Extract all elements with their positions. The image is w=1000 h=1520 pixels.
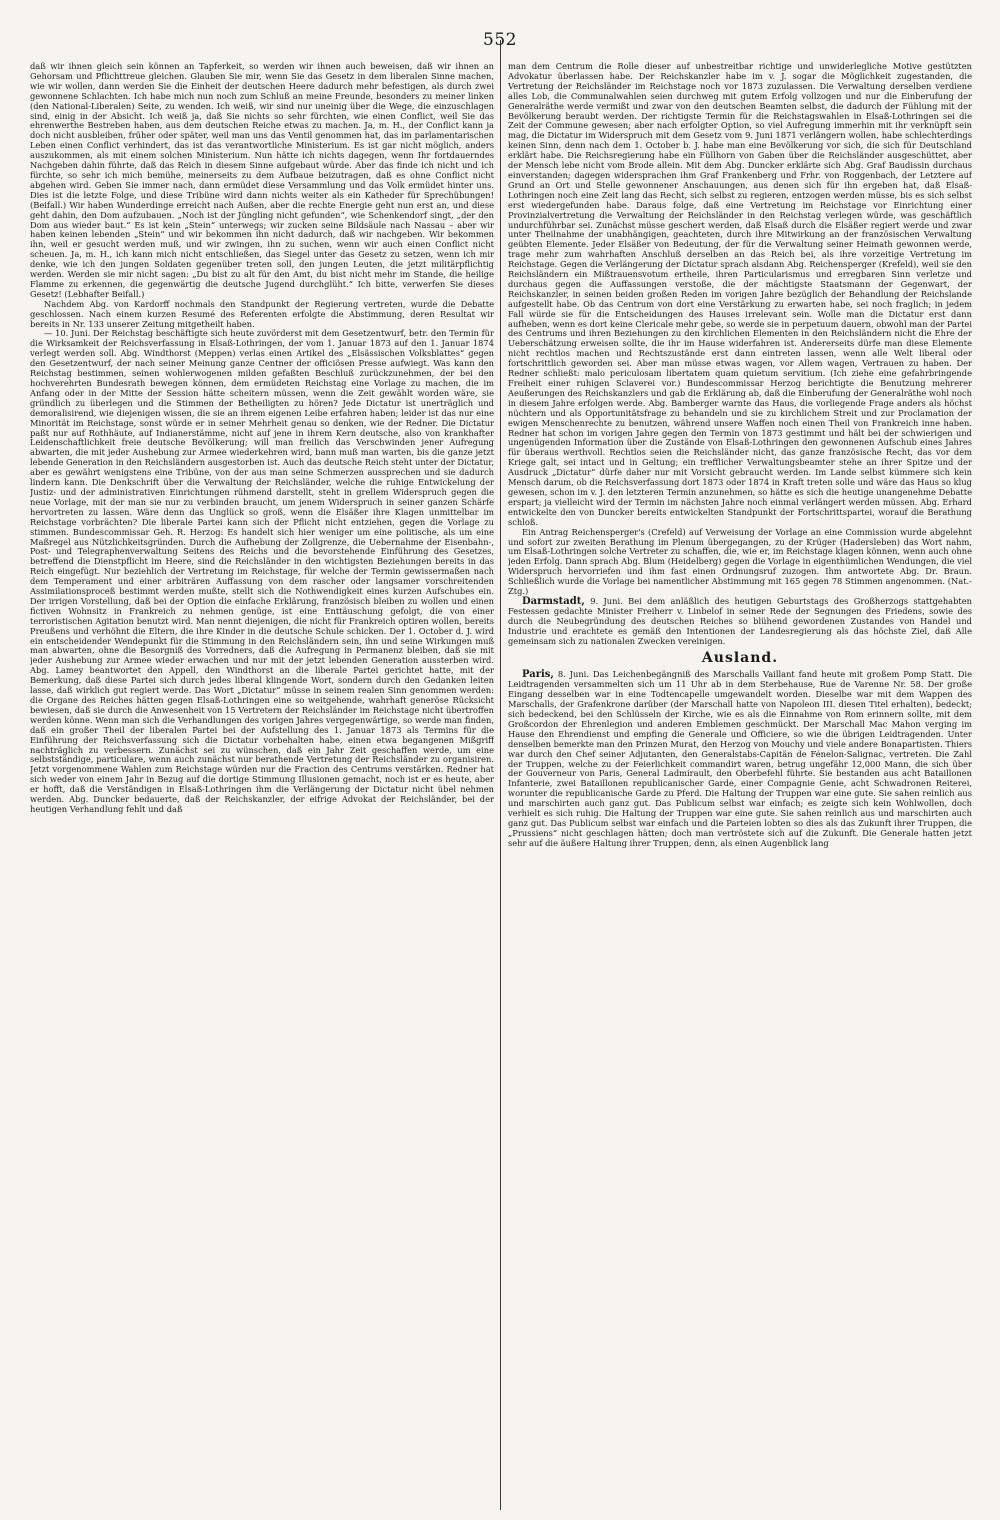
paris-text: 8. Juni. Das Leichenbegängniß des Marschalls Vaillant fand heute mit großem Pomp Statt. Die Leidtragenden versammelten sich um 11 Uhr ab in dem Sterbehause, Rue de Varenne Nr. 58. Der große Eingang desselben war in eine Todtencapelle umgewandelt worden. Dieselbe war mit dem Wappen des Marschalls, der Grafenkrone darüber (der Marschall hatte von Napoleon III. diesen Titel erhalten), bedeckt; sich bedeckend, bei den Schlüsseln der Kirche, wie es als die Einnahme von Rom erinnern sollte, mit dem Großcordon der Ehrenlegion und anderen Emblemen geschmückt. Der Marschall Mac Mahon verging im Hause den Ehrendienst und empfing die Generale und Officiere, so wie die übrigen Leidtragenden. Unter denselben bemerkte man den Prinzen Murat, den Herzog von Mouchy und viele andere Bonapartisten. Thiers war durch den Chef seiner Adjutanten, den Generalstabs-Capitän de Fénelon-Salignac, vertreten. Die Zahl der Truppen, welche zu der Feierlichkeit commandirt waren, betrug ungefähr 12,000 Mann, die sich über der Gouverneur von Paris, General Ladmirault, den Oberbefehl führte. Sie bestanden aus acht Bataillonen Infanterie, zwei Bataillonen republicanischer Garde, einer Compagnie Genie, acht Schwadronen Reiterei, worunter die republicanische Garde zu Pferd. Die Haltung der Truppen war eine gute. Sie sahen reinlich aus und marschirten auch ganz gut. Das Publicum selbst war einfach; es zeigte sich kein Wohlwollen, doch verhielt es sich ruhig. Die Haltung der Truppen war eine gute. Sie sahen reinlich aus und marschirten auch ganz gut. Das Publicum selbst war einfach und die Parteien lobten so dies als das Zukunft ihrer Truppen, die „Prussiens“ nicht geschlagen hätten; doch man vertröstete sich auf die Zukunft. Die Generale hatten jetzt sehr auf die äußere Haltung ihrer Truppen, denn, als einen Augenblick lang xyxy=(508,669,972,848)
darmstadt-paragraph xyxy=(508,597,972,647)
right-paragraph-2: Ein Antrag Reichensperger's (Crefeld) auf Verweisung der Vorlage an eine Commission wurde abgelehnt und sofort zur zweiten Berathung im Plenum übergegangen, zu der Krüger (Hadersleben) das Wort nahm, um Elsaß-Lothringen solche Vertreter zu schaffen, die, wie er, im Reichstage klagen können, wenn auch ohne jeden Erfolg. Dann sprach Abg. Blum (Heidelberg) gegen die Vorlage in eigenthümlichen Wendungen, die viel Widerspruch hervorriefen und ihm fast einen Ordnungsruf zuzogen. Ihm antwortete Abg. Dr. Braun. Schließlich wurde die Vorlage bei namentlicher Abstimmung mit 165 gegen 78 Stimmen angenommen. (Nat.-Ztg.) xyxy=(508,526,972,597)
left-paragraph-2: Nachdem Abg. von Kardorff nochmals den Standpunkt der Regierung vertreten, wurde die Debatte geschlossen. Nach einem kurzen Resumé des Referenten erfolgte die Abstimmung, deren Resultat wir bereits in Nr. 133 unserer Zeitung mitgetheilt haben. xyxy=(30,298,494,329)
left-paragraph-3: — 10. Juni. Der Reichstag beschäftigte sich heute zuvörderst mit dem Gesetzentwurf, betr. den Termin für die Wirksamkeit der Reichsverfassung in Elsaß-Lothringen, der vom 1. Januar 1873 auf den 1. Januar 1874 verlegt werden soll. Abg. Windthorst (Meppen) verlas einen Artikel des „Elsässischen Volksblattes“ gegen den Gesetzentwurf, der nach seiner Meinung ganze Centner der officiösen Presse aufwiegt. Was kann den Reichstag bestimmen, seinen wohlerwogenen milden gefaßten Beschluß zurückzunehmen, der bei den hochverehrten Bundesrath bewegen können, dem ermüdeten Reichstag eine Vorlage zu machen, die im Anfang oder in der Mitte der Session hätte scheitern müssen, wenn die Zeit gewählt worden wäre, sie gründlich zu überlegen und die Stimmen der Betheiligten zu hören? Jede Dictatur ist unerträglich und demoralisirend, wie diejenigen wissen, die sie an ihrem eigenen Leibe erfahren haben; leider ist das nur eine Minorität im Reichstage, sonst würde er in seiner Mehrheit genau so denken, wie der Redner. Die Dictatur paßt nur auf Rothhäute, auf Indianerstämme, nicht auf jene in ihrem Kern deutsche, also von krankhafter Leidenschaftlichkeit freie deutsche Bevölkerung; will man freilich das Verschwinden jener Aufregung abwarten, die mit jeder Aushebung zur Armee wiederkehren wird, bann muß man warten, bis die ganze jetzt lebende Generation in den Reichsländern ausgestorben ist. Auch das deutsche Reich steht unter der Dictatur, aber es gewährt wenigstens eine Tribüne, von der aus man seine Schmerzen aussprechen und sie dadurch lindern kann. Die Denkschrift über die Verwaltung der Reichsländer, welche die ruhige Entwickelung der Justiz- und der administrativen Einrichtungen rühmend darstellt, steht in grellem Widerspruch gegen die neue Vorlage, mit der man sie nur zu verbinden braucht, um jenem Widerspruch in seiner ganzen Schärfe hervortreten zu lassen. Wäre denn das Unglück so groß, wenn die Elsäßer ihre Klagen unmittelbar im Reichstage vorbrächten? Die liberale Partei kann sich der Pflicht nicht entziehen, gegen die Vorlage zu stimmen. Bundescommissar Geh. R. Herzog: Es handelt sich hier weniger um eine politische, als um eine Maßregel aus Nützlichkeitsgründen. Durch die Aufhebung der Zollgrenze, die Uebernahme der Eisenbahn-, Post- und Telegraphenverwaltung Seitens des Reichs und die bevorstehende Einführung des Gesetzes, betreffend die Dienstpflicht im Heere, sind die Reichsländer in den wichtigsten Beziehungen bereits in das Reich eingefügt. Nur beziehlich der Vertretung im Reichstage, für welche der Termin gewissermaßen nach dem Temperament und einer arbiträren Auffassung von dem rascher oder langsamer vorschreitenden Assimilationsproceß bestimmt werden mußte, stellt sich die Nothwendigkeit eines kurzen Aufschubes ein. Der irrigen Vorstellung, daß bei der Option die einfache Erklärung, französisch bleiben zu wollen und einen fictiven Wohnsitz in Frankreich zu nehmen genüge, ist eine Enttäuschung gefolgt, die von einer terroristischen Agitation benutzt wird. Man nennt diejenigen, die nicht für Frankreich optiren wollen, bereits Preußens und verhöhnt die Eltern, die ihre Kinder in die deutsche Schule schicken. Der 1. October d. J. wird ein entscheidender Wendepunkt für die Stimmung in den Reichsländern sein, ihn und seine Wirkungen muß man abwarten, ohne die Besorgniß des Vorredners, daß die Aufregung in Permanenz bleiben, daß sie mit jeder Aushebung zur Armee wieder erwachen und nur mit der jetzt lebenden Generation aussterben wird. Abg. Lamey beantwortet den Appell, den Windthorst an die liberale Partei gerichtet hatte, mit der Bemerkung, daß diese Partei sich durch jedes liberal klingende Wort, sondern durch den Gedanken leiten lasse, daß wirklich gut regiert werde. Das Wort „Dictatur“ müsse in seinem realen Sinn genommen werden: die Organe des Reiches hätten gegen Elsaß-Lothringen eine so weitgehende, wahrhaft generöse Rücksicht bewiesen, daß sie durch die Anwesenheit von 15 Vertretern der Reichsländer im Reichstage nicht übertroffen werden könne. Wenn man sich die Verhandlungen des vorigen Jahres vergegenwärtige, so werde man finden, daß ein großer Theil der liberalen Partei bei der Aufstellung des 1. Januar 1873 als Termins für die Einführung der Reichsverfassung sich die Dictatur vorbehalten habe, einen etwa begangenen Mißgriff nachträglich zu verbessern. Zunächst sei zu wünschen, daß ein Jahr Zeit geschaffen werde, um eine selbstständige, particulare, wenn auch zunächst nur berathende Vertretung der Reichsländer zu organisiren. Jetzt vorgenommene Wahlen zum Reichstage würden nur die Fraction des Centrums verstärken. Redner hat sich weder von einem Jahr in Bezug auf die dortige Stimmung Illusionen gemacht, noch ist er es heute, aber er hofft, daß die Verständigen in Elsaß-Lothringen ihm die Verlängerung der Dictatur nicht übel nehmen werden. Abg. Duncker bedauerte, daß der Reichskanzler, der eifrige Advokat der Reichsländer, bei der heutigen Verhandlung fehlt und daß xyxy=(30,328,494,814)
page-number: 552 xyxy=(483,30,517,50)
section-heading-ausland: Ausland. xyxy=(701,650,779,667)
paris-paragraph xyxy=(508,670,972,848)
right-paragraph-1: man dem Centrum die Rolle dieser auf unbestreitbar richtige und unwiderlegliche Motive gestützten Advokatur überlassen habe. Der Reichskanzler habe im v. J. sogar die Möglichkeit zugestanden, die Vertretung der Reichsländer im Reichstage noch vor 1873 zuzulassen. Die Verwaltung derselben verdiene alles Lob, die Communalwahlen seien durchweg mit gutem Erfolg vollzogen und nur die Einberufung der Generalräthe werde vermißt und zwar von den deutschen Beamten selbst, die dadurch der Fühlung mit der Bevölkerung beraubt werden. Der richtigste Termin für die Reichstagswahlen in Elsaß-Lothringen sei die Zeit der Commune gewesen; aber nach erfolgter Option, so viel Aufregung immerhin mit ihr verknüpft sein mag, die Dictatur im Widerspruch mit dem Gesetz vom 9. Juni 1871 verlängern wollen, habe schlechterdings keinen Sinn, denn nach dem 1. October b. J. habe man eine Bevölkerung vor sich, die sich für Deutschland erklärt habe. Die Reichsregierung habe ein Füllhorn von Gaben über die Reichsländer ausgeschüttet, aber der Mensch lebe nicht vom Brode allein. Mit dem Abg. Duncker erklärte sich Abg. Graf Baudissin durchaus einverstanden; dagegen widersprachen ihm Graf Frankenberg und Frhr. von Roggenbach, der Letztere auf Grund an Ort und Stelle gewonnener Anschauungen, aus denen sich für ihn ergeben hat, daß Elsaß-Lothringen noch eine Zeit lang das Recht, sich selbst zu regieren, entzogen werden müsse, bis es sich selbst erst wiedergefunden habe. Daraus folge, daß eine Vertretung im Reichstage vor Einrichtung einer Provinzialvertretung die Verwaltung der Reichsländer in den Reichstag verlegen würde, was geschäftlich undurchführbar sei. Zunächst müsse geschert werden, daß Elsaß durch die Elsäßer regiert werde und zwar unter Theilnahme der unabhängigen, geachteten, durch ihre Mitwirkung an der französischen Verwaltung geübten Elemente. Jeder Elsäßer von Bedeutung, der für die Verwaltung seiner Heimath gewonnen werde, trage mehr zum wahrhaften Anschluß derselben an das Reich bei, als ihre vorzeitige Vertretung im Reichstage. Gegen die Verlängerung der Dictatur sprach alsdann Abg. Reichensperger (Krefeld), weil sie den Reichsländern ein Mißtrauensvotum ertheile, ihren Particularismus und erregbaren Sinn verletze und durchaus gegen die Auffassungen verstoße, die der mächtigste Staatsmann der Gegenwart, der Reichskanzler, in seinen beiden großen Reden im vorigen Jahre bezüglich der Behandlung der Reichslande aufgestellt habe. Ob das Centrum von dort eine Verstärkung zu erwarten habe, sei noch fraglich; in jedem Fall würde sie für die Entscheidungen des Hauses irrelevant sein. Wolle man die Dictatur erst dann aufheben, wenn es dort keine Clericale mehr gebe, so werde sie in perpetuum dauern, obwohl man der Partei des Centrums und ihren Beziehungen zu den kirchlichen Elementen in den Reichsländern nicht die Ehre der Ueberschätzung erweisen sollte, die ihr im Hause widerfahren ist. Andererseits dürfe man diese Elemente nicht rechtlos machen und Rechtszustände erst dann eintreten lassen, wenn alle Welt liberal oder fortschrittlich geworden sei. Aber man müsse etwas wagen, vor Allem wagen, Vertrauen zu haben. Der Redner schließt: malo periculosam libertatem quam quietum servitium. (Ich ziehe eine gefahrbringende Freiheit einer ruhigen Sclaverei vor.) Bundescommissar Herzog berichtigte die Benutzung mehrerer Aeußerungen des Reichskanzlers und gab die Erklärung ab, daß die Einberufung der Generalräthe wohl noch in diesem Jahre erfolgen werde. Abg. Bamberger warnte das Haus, die vorliegende Frage anders als höchst nüchtern und als Opportunitätsfrage zu behandeln und sie zu kirchlichem Streit und zur Proclamation der ewigen Menschenrechte zu benutzen, während unsere Waffen noch einen Theil von Frankreich inne haben. Redner hat schon im vorigen Jahre gegen den Termin von 1873 gestimmt und hält bei der schwierigen und ungenügenden Information über die Zustände von Elsaß-Lothringen den gewonnenen Aufschub eines Jahres für überaus werthvoll. Rechtlos seien die Reichsländer nicht, das ganze französische Recht, das vor dem Kriege galt, sei intact und in Geltung; ein trefflicher Verwaltungsbeamter stehe an ihrer Spitze und der Ausdruck „Dictatur“ dürfe daher nur mit Vorsicht gebraucht werden. Im Lande selbst kümmere sich kein Mensch darum, ob die Reichsverfassung dort 1873 oder 1874 in Kraft treten solle und wäre das Haus so klug gewesen, schon im v. J. den letzteren Termin anzunehmen, so hätte es sich die heutige unangenehme Debatte erspart; ja vielleicht wird der Termin im nächsten Jahre noch einmal verlängert werden müssen. Abg. Erhard entwickelte den von Duncker bereits entwickelten Standpunkt der Fortschrittspartei, worauf die Berathung schloß. xyxy=(508,62,972,527)
column-divider xyxy=(500,40,501,1510)
left-paragraph-1: daß wir ihnen gleich sein können an Tapferkeit, so werden wir ihnen auch beweisen, daß wir ihnen an Gehorsam und Pflichttreue gleichen. Glauben Sie mir, wenn Sie das Gesetz in dem liberalen Sinne machen, wie wir wollen, dann werden Sie die Einheit der deutschen Heere dadurch mehr befestigen, als durch zwei gewonnene Schlachten. Ich habe mich nun noch zum Schluß an meine Freunde, besonders zu meiner linken (den National-Liberalen) Seite, zu wenden. Ich weiß, wir sind nur uneinig über die Wege, die einzuschlagen sind, einig in der Absicht. Ich weiß ja, daß Sie nichts so sehr fürchten, wie einen Conflict, weil Sie das ehrenwerthe Bestreben haben, aus dem deutschen Reiche etwas zu machen. Ja, m. H., der Conflict kann ja doch nicht ausbleiben, früher oder später, weil man uns das Ventil genommen hat, das im parlamentarischen Leben einen Conflict verhindert, das ist das verantwortliche Ministerium. Es ist gar nicht möglich, anders auszukommen, als mit einem solchen Ministerium. Nun hätte ich nichts dagegen, wenn Ihr fortdauerndes Nachgeben dahin führte, daß das Reich in diesem Sinne aufgebaut würde. Aber das finde ich nicht und ich fürchte, so sehr ich mich bemühe, meinerseits zu dem Aufbaue beizutragen, daß es ohne Conflict nicht abgehen wird. Geben Sie immer nach, dann ermüdet diese Versammlung und das Volk ermüdet hinter uns. Dies ist die letzte Folge, und diese Tribüne wird dann nichts weiter als ein Katheder für Sprechübungen! (Beifall.) Wir haben Wunderdinge erreicht nach Außen, aber die rechte Energie geht nun erst an, und diese geht dahin, den Dom aufzubauen. „Noch ist der Jüngling nicht gefunden“, wie Schenkendorf singt, „der den Dom aus wieder baut.“ Es ist kein „Stein“ unterwegs; wir zucken seine Bildsäule nach Nassau – aber wir haben keinen lebenden „Stein“ und wir bekommen ihn nicht dadurch, daß wir nachgeben. Wir bekommen ihn, weil er gesucht werden muß, und wir zwingen, ihn zu suchen, wenn wir auch einen Conflict nicht scheuen. Ja, m. H., ich kann mich nicht entschließen, das Siegel unter das Gesetz zu setzen, wenn ich mir denke, wie ich den jungen Soldaten gegenüber treten soll, den jungen Leuten, die jetzt militärpflichtig werden. Werden sie mir nicht sagen: „Du bist zu alt für den Amt, du bist nicht mehr im Stande, die heilige Flamme zu erkennen, die gegenwärtig die deutsche Jugend durchglüht.“ Ich bitte, verwerfen Sie dieses Gesetz! (Lebhafter Beifall.) xyxy=(30,62,494,299)
right-column xyxy=(508,62,972,1508)
dateline-paris: Paris, xyxy=(522,669,554,681)
left-column xyxy=(30,62,494,1508)
darmstadt-text: 9. Juni. Bei dem anläßlich des heutigen Geburtstags des Großherzogs stattgehabten Festessen gedachte Minister Freiherr v. Linbelof in seiner Rede der Segnungen des Friedens, sowie des durch die Neubegründung des deutschen Reiches so blühend gewordenen Zustandes von Handel und Industrie und erachtete es gemäß den Intentionen der Landesregierung als das höchste Ziel, daß Alle gemeinsam sich zu nationalen Zwecken vereinigen. xyxy=(508,595,972,646)
dateline-darmstadt: Darmstadt, xyxy=(522,595,585,607)
